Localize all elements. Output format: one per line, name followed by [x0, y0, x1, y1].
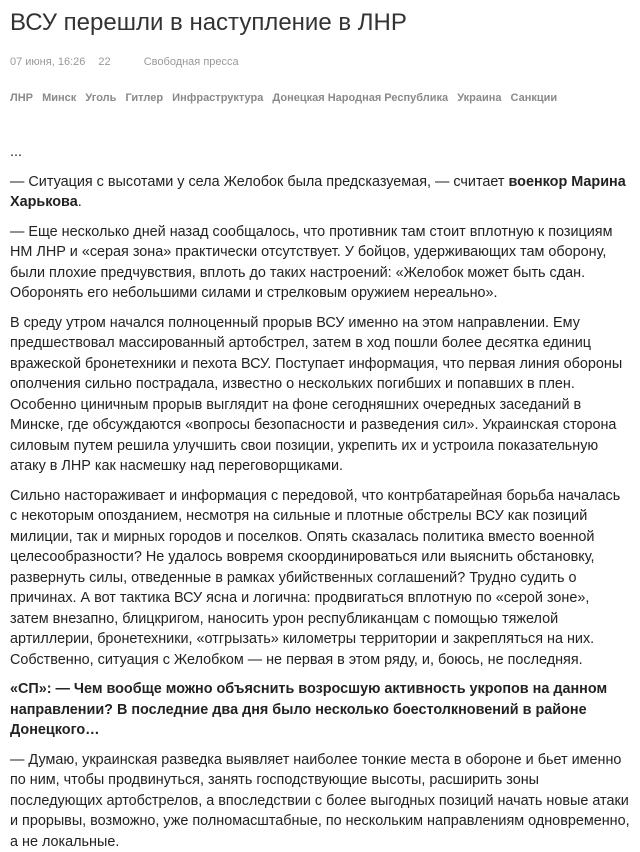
- paragraph: В среду утром начался полноценный прорыв ВСУ именно на этом направлении. Ему предшествовал массированный артобстрел, затем в ход пошли более десятка единиц вражеской бронетехники и пехота ВСУ. Поступает информация, что первая линия обороны ополчения сильно пострадала, известно о нескольких погибших и попавших в плен. Особенно циничным прорыв выглядит на фоне сегодняшних очередных заседаний в Минске, где обсуждаются «вопросы безопасности и разведения сил». Украинская сторона силовым путем решила улучшить свои позиции, укрепить их и устроила показательную атаку в ЛНР как насмешку над переговорщиками.: [10, 313, 630, 477]
- paragraph-end: .: [78, 194, 82, 210]
- ellipsis: ...: [10, 142, 630, 163]
- paragraph: — Еще несколько дней назад сообщалось, что противник там стоит вплотную к позициям НМ ЛНР и «серая зона» практически отсутствует. У бойцов, удерживающих там оборону, были плохие предчувствия, вплоть до таких настроений: «Желобок может быть сдан. Оборонять его небольшими силами и стрелковым оружием нереально».: [10, 222, 630, 304]
- author-name: военкор Марина Харькова: [10, 174, 626, 211]
- paragraph-text: — Ситуация с высотами у села Желобок была предсказуемая, — считает: [10, 174, 509, 190]
- paragraph: Сильно настораживает и информация с передовой, что контрбатарейная борьба началась с некоторым опозданием, несмотря на сильные и плотные обстрелы ВСУ как позиций милиции, так и мирных городов и поселков. Опять сказалась политика вместо военной целесообразности? Не удалось вовремя скоординироваться или выяснить обстановку, развернуть силы, отведенные в рамках убийственных соглашений? Трудно судить о причинах. А вот тактика ВСУ ясна и логична: продвигаться вплотную по «серой зоне», затем внезапно, блицкригом, наносить урон республиканцам с помощью тяжелой артиллерии, бронетехники, «отгрызать» километры территории и закрепляться на них. Собственно, ситуация с Желобком — не первая в этом ряду, и, боюсь, не последняя.: [10, 486, 630, 671]
- tag-link[interactable]: Минск: [42, 92, 76, 104]
- article-title: ВСУ перешли в наступление в ЛНР: [10, 0, 630, 38]
- tag-list: [10, 91, 630, 105]
- tag-link[interactable]: Санкции: [511, 92, 558, 104]
- tag-link[interactable]: Донецкая Народная Республика: [272, 92, 448, 104]
- tag-link[interactable]: ЛНР: [10, 92, 33, 104]
- source-name[interactable]: Свободная пресса: [144, 55, 239, 69]
- paragraph: [10, 172, 630, 213]
- question-text: «СП»: — Чем вообще можно объяснить возросшую активность укропов на данном направлении? В последние два дня было несколько боестолкновений в районе Донецкого…: [10, 681, 607, 738]
- comment-count[interactable]: 22: [98, 55, 110, 69]
- tag-link[interactable]: Украина: [457, 92, 501, 104]
- interview-question: [10, 679, 630, 741]
- article-body: [10, 142, 630, 852]
- tag-link[interactable]: Уголь: [85, 92, 116, 104]
- paragraph: — Думаю, украинская разведка выявляет наиболее тонкие места в обороне и бьет именно по ним, чтобы продвинуться, занять господствующие высоты, расширить зоны последующих артобстрелов, а впоследствии с более выгодных позиций начать новые атаки и прорывы, возможно, уже полномасштабные, по нескольким направлениям одновременно, а не локальные.: [10, 750, 630, 852]
- publish-date: 07 июня, 16:26: [10, 55, 85, 69]
- article-meta: [10, 55, 630, 69]
- tag-link[interactable]: Инфраструктура: [172, 92, 263, 104]
- tag-link[interactable]: Гитлер: [125, 92, 163, 104]
